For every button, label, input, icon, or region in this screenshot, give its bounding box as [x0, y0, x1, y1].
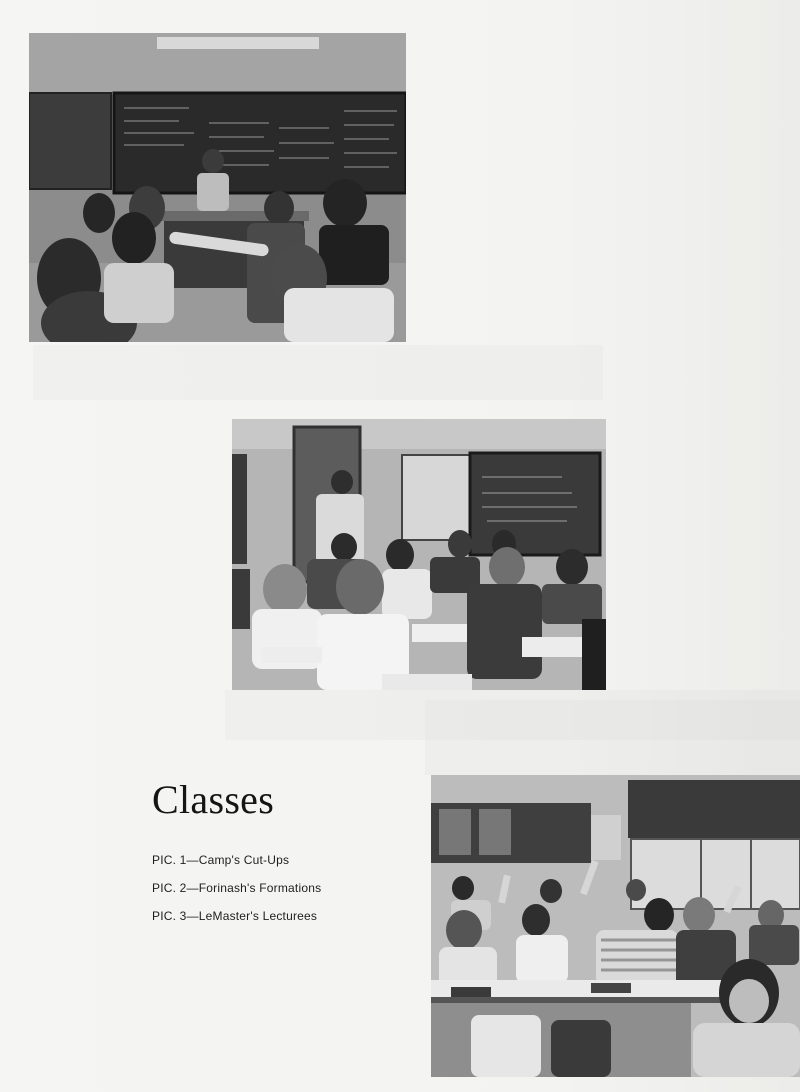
- bleed-through-block: [425, 700, 800, 775]
- caption-pic-3: PIC. 3—LeMaster's Lecturees: [152, 909, 318, 923]
- caption-pic-1: PIC. 1—Camp's Cut-Ups: [152, 853, 290, 867]
- bleed-through-block: [33, 345, 603, 400]
- photo-captions: [152, 850, 321, 934]
- photo-camps-class: [29, 33, 406, 342]
- photo-1-image: [29, 33, 406, 342]
- photo-3-image: [431, 775, 800, 1077]
- photo-lemasters-class: [431, 775, 800, 1077]
- photo-forinashs-class: [232, 419, 606, 690]
- caption-pic-2: PIC. 2—Forinash's Formations: [152, 881, 322, 895]
- section-heading: Classes: [152, 777, 275, 822]
- photo-2-image: [232, 419, 606, 690]
